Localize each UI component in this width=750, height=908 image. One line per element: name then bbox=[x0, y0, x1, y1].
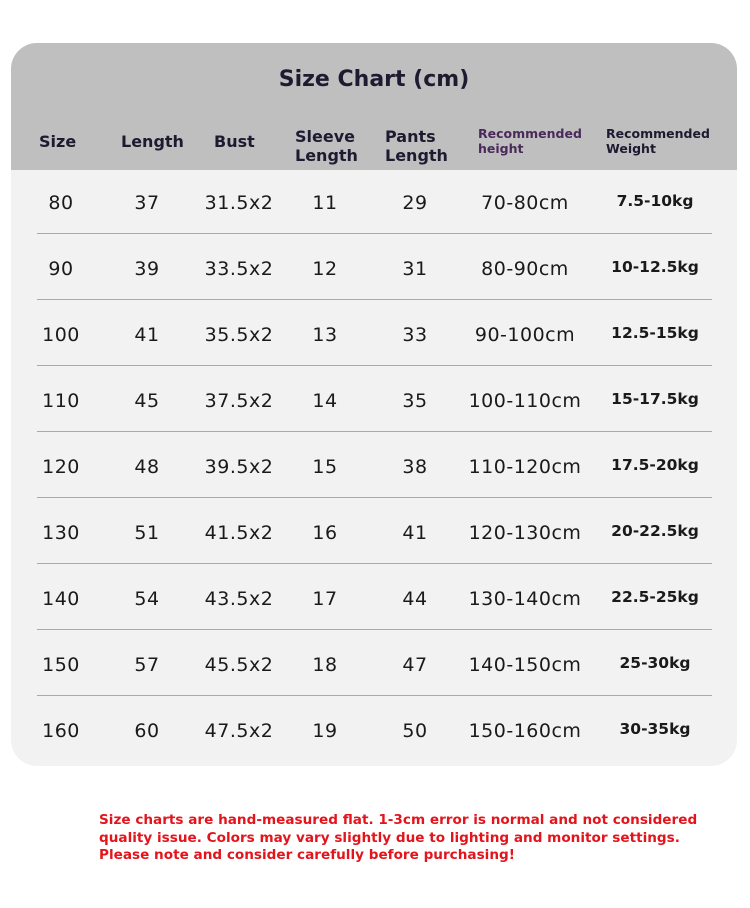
measurement-disclaimer: Size charts are hand-measured flat. 1-3cm error is normal and not considered quality issue. Colors may vary slightly due to lighting and monitor settings. Please note and consider carefully before purchasing! bbox=[99, 812, 698, 863]
table-row bbox=[11, 500, 737, 566]
header-bust: Bust bbox=[214, 132, 255, 151]
cell-height: 130-140cm bbox=[468, 588, 582, 610]
table-row bbox=[11, 236, 737, 302]
size-chart-header bbox=[11, 43, 737, 170]
cell-length: 41 bbox=[134, 324, 160, 346]
cell-bust: 47.5x2 bbox=[204, 720, 274, 742]
cell-sleeve: 12 bbox=[312, 258, 338, 280]
cell-weight: 22.5-25kg bbox=[611, 588, 699, 606]
row-divider bbox=[37, 497, 712, 498]
table-row bbox=[11, 368, 737, 434]
cell-size: 110 bbox=[42, 390, 80, 412]
cell-height: 80-90cm bbox=[481, 258, 569, 280]
cell-weight: 12.5-15kg bbox=[611, 324, 699, 342]
cell-pants: 29 bbox=[402, 192, 428, 214]
cell-weight: 17.5-20kg bbox=[611, 456, 699, 474]
cell-size: 90 bbox=[48, 258, 74, 280]
cell-pants: 44 bbox=[402, 588, 428, 610]
table-row bbox=[11, 566, 737, 632]
cell-sleeve: 19 bbox=[312, 720, 338, 742]
header-recommended-weight bbox=[606, 126, 710, 156]
header-pants-length bbox=[385, 127, 448, 165]
header-pants-line2: Length bbox=[385, 146, 448, 165]
size-chart-title: Size Chart (cm) bbox=[278, 67, 470, 92]
cell-size: 130 bbox=[42, 522, 80, 544]
row-divider bbox=[37, 365, 712, 366]
cell-pants: 38 bbox=[402, 456, 428, 478]
cell-sleeve: 15 bbox=[312, 456, 338, 478]
row-divider bbox=[37, 629, 712, 630]
cell-bust: 45.5x2 bbox=[204, 654, 274, 676]
table-row bbox=[11, 170, 737, 236]
cell-bust: 31.5x2 bbox=[204, 192, 274, 214]
cell-length: 60 bbox=[134, 720, 160, 742]
cell-size: 150 bbox=[42, 654, 80, 676]
table-row bbox=[11, 698, 737, 764]
cell-bust: 37.5x2 bbox=[204, 390, 274, 412]
cell-height: 140-150cm bbox=[468, 654, 582, 676]
table-row bbox=[11, 434, 737, 500]
header-length: Length bbox=[121, 132, 184, 151]
size-chart-card bbox=[11, 43, 737, 766]
row-divider bbox=[37, 299, 712, 300]
header-sleeve-line2: Length bbox=[295, 146, 358, 165]
cell-size: 80 bbox=[48, 192, 74, 214]
header-size: Size bbox=[39, 132, 77, 151]
cell-bust: 41.5x2 bbox=[204, 522, 274, 544]
cell-weight: 20-22.5kg bbox=[611, 522, 699, 540]
header-height-line2: height bbox=[478, 141, 524, 156]
row-divider bbox=[37, 563, 712, 564]
cell-length: 48 bbox=[134, 456, 160, 478]
header-sleeve-length bbox=[295, 127, 358, 165]
cell-size: 100 bbox=[42, 324, 80, 346]
cell-pants: 41 bbox=[402, 522, 428, 544]
cell-length: 54 bbox=[134, 588, 160, 610]
cell-pants: 33 bbox=[402, 324, 428, 346]
header-recommended-height bbox=[478, 126, 582, 156]
cell-pants: 50 bbox=[402, 720, 428, 742]
row-divider bbox=[37, 233, 712, 234]
cell-bust: 35.5x2 bbox=[204, 324, 274, 346]
cell-height: 110-120cm bbox=[468, 456, 582, 478]
cell-size: 160 bbox=[42, 720, 80, 742]
cell-size: 120 bbox=[42, 456, 80, 478]
cell-weight: 7.5-10kg bbox=[616, 192, 694, 210]
cell-length: 45 bbox=[134, 390, 160, 412]
cell-height: 150-160cm bbox=[468, 720, 582, 742]
header-weight-line1: Recommended bbox=[606, 126, 710, 141]
cell-sleeve: 14 bbox=[312, 390, 338, 412]
cell-size: 140 bbox=[42, 588, 80, 610]
cell-pants: 47 bbox=[402, 654, 428, 676]
cell-length: 37 bbox=[134, 192, 160, 214]
cell-bust: 33.5x2 bbox=[204, 258, 274, 280]
cell-pants: 35 bbox=[402, 390, 428, 412]
cell-height: 90-100cm bbox=[474, 324, 576, 346]
header-pants-line1: Pants bbox=[385, 127, 436, 146]
table-row bbox=[11, 632, 737, 698]
row-divider bbox=[37, 695, 712, 696]
cell-sleeve: 17 bbox=[312, 588, 338, 610]
cell-length: 51 bbox=[134, 522, 160, 544]
cell-sleeve: 16 bbox=[312, 522, 338, 544]
cell-length: 39 bbox=[134, 258, 160, 280]
cell-height: 100-110cm bbox=[468, 390, 582, 412]
cell-sleeve: 13 bbox=[312, 324, 338, 346]
header-height-line1: Recommended bbox=[478, 126, 582, 141]
header-weight-line2: Weight bbox=[606, 141, 656, 156]
cell-weight: 10-12.5kg bbox=[611, 258, 699, 276]
cell-weight: 30-35kg bbox=[619, 720, 691, 738]
cell-bust: 39.5x2 bbox=[204, 456, 274, 478]
cell-height: 120-130cm bbox=[468, 522, 582, 544]
cell-sleeve: 11 bbox=[312, 192, 338, 214]
table-row bbox=[11, 302, 737, 368]
cell-sleeve: 18 bbox=[312, 654, 338, 676]
cell-length: 57 bbox=[134, 654, 160, 676]
cell-pants: 31 bbox=[402, 258, 428, 280]
cell-weight: 25-30kg bbox=[619, 654, 691, 672]
cell-height: 70-80cm bbox=[481, 192, 569, 214]
row-divider bbox=[37, 431, 712, 432]
cell-weight: 15-17.5kg bbox=[611, 390, 699, 408]
header-sleeve-line1: Sleeve bbox=[295, 127, 355, 146]
cell-bust: 43.5x2 bbox=[204, 588, 274, 610]
